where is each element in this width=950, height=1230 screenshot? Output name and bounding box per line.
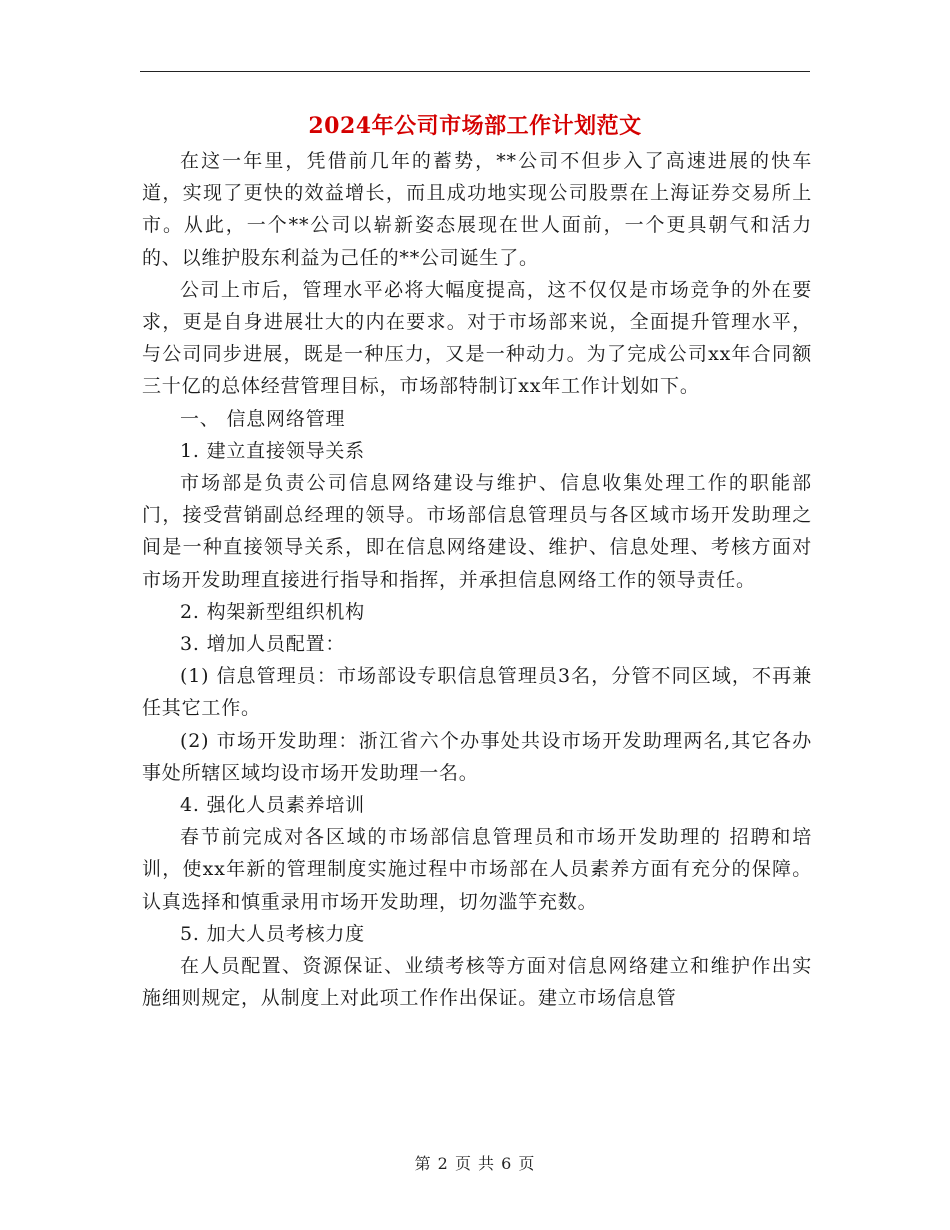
subsection-heading: 4. 强化人员素养培训 [180,794,365,817]
paragraph: 市场部是负责公司信息网络建设与维护、信息收集处理工作的职能部门，接受营销副总经理的领导。市场部信息管理员与各区域市场开发助理之间是一种直接领导关系，即在信息网络建设、维护、信息处理、考核方面对市场开发助理直接进行指导和指挥，并承担信息网络工作的领导责任。 [142,472,812,591]
subsection-heading: 1. 建立直接领导关系 [180,439,365,462]
subsection-heading: 2. 构架新型组织机构 [180,600,365,623]
page-number-footer [0,1153,950,1175]
list-item: (2) 市场开发助理：浙江省六个办事处共设市场开发助理两名,其它各办事处所辖区域均设市场开发助理一名。 [142,729,812,784]
paragraph: 在人员配置、资源保证、业绩考核等方面对信息网络建立和维护作出实施细则规定，从制度上对此项工作作出保证。建立市场信息管 [142,955,812,1010]
subsection-heading: 5. 加大人员考核力度 [180,922,365,945]
list-item: (1) 信息管理员：市场部设专职信息管理员3名，分管不同区域，不再兼任其它工作。 [142,665,812,720]
document-title: 2024年公司市场部工作计划范文 [308,113,642,139]
header-rule [140,71,810,72]
section-heading: 一、 信息网络管理 [180,407,346,430]
paragraph: 公司上市后，管理水平必将大幅度提高，这不仅仅是市场竞争的外在要求，更是自身进展壮大的内在要求。对于市场部来说，全面提升管理水平，与公司同步进展，既是一种压力，又是一种动力。为了完成公司xx年合同额三十亿的总体经营管理目标，市场部特制订xx年工作计划如下。 [142,278,812,398]
page-number-label: 第 2 页 共 6 页 [414,1154,536,1173]
subsection-heading: 3. 增加人员配置： [180,633,346,656]
paragraph: 春节前完成对各区域的市场部信息管理员和市场开发助理的 招聘和培训，使xx年新的管理制度实施过程中市场部在人员素养方面有充分的保障。认真选择和慎重录用市场开发助理，切勿滥竽充数。 [142,826,812,913]
document-body [142,145,812,1014]
paragraph: 在这一年里，凭借前几年的蓄势，**公司不但步入了高速进展的快车道，实现了更快的效益增长，而且成功地实现公司股票在上海证券交易所上市。从此，一个**公司以崭新姿态展现在世人面前，一个更具朝气和活力的、以维护股东利益为己任的**公司诞生了。 [142,150,812,269]
